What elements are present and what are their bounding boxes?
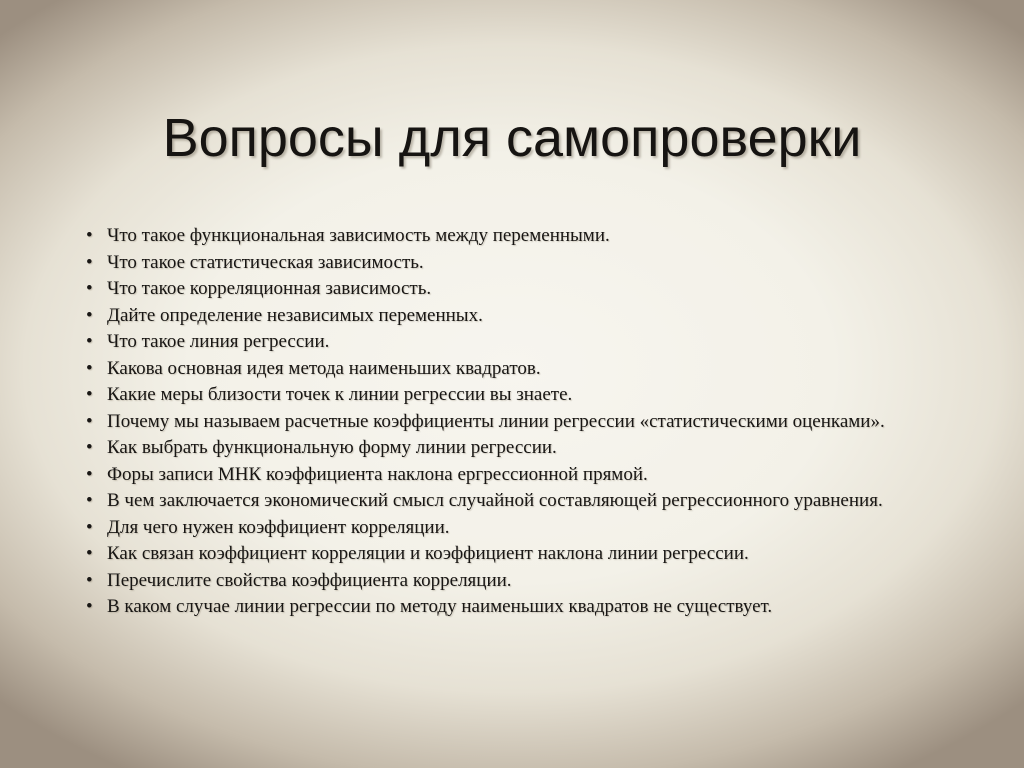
- list-item-text: Какие меры близости точек к линии регрессии вы знаете.: [107, 384, 573, 405]
- question-list: [86, 224, 924, 622]
- bullet: •: [86, 331, 93, 352]
- bullet: •: [86, 516, 93, 538]
- slide-title: Вопросы для самопроверки: [162, 108, 862, 168]
- list-item: [86, 569, 924, 593]
- bullet: •: [86, 596, 93, 617]
- list-item-text: Дайте определение независимых переменных.: [107, 304, 483, 326]
- list-item-text: Какова основная идея метода наименьших квадратов.: [107, 357, 541, 379]
- list-item: [86, 489, 924, 513]
- bullet: •: [86, 357, 93, 379]
- list-item: [86, 224, 924, 248]
- list-item-text: Как связан коэффициент корреляции и коэффициент наклона линии регрессии.: [107, 543, 749, 564]
- list-item: [86, 410, 924, 434]
- list-item: [86, 542, 924, 566]
- list-item-text: Почему мы называем расчетные коэффициенты линии регрессии «статистическими оценками».: [107, 410, 885, 432]
- bullet: •: [86, 251, 93, 273]
- list-item: [86, 383, 924, 407]
- bullet: •: [86, 225, 93, 246]
- list-item: [86, 463, 924, 487]
- list-item: [86, 251, 924, 275]
- bullet: •: [86, 490, 93, 511]
- list-item-text: Форы записи МНК коэффициента наклона ергрессионной прямой.: [107, 463, 648, 485]
- list-item-text: В чем заключается экономический смысл случайной составляющей регрессионного уравнения.: [107, 490, 883, 511]
- bullet: •: [86, 569, 93, 591]
- list-item: [86, 277, 924, 301]
- list-item: [86, 330, 924, 354]
- bullet: •: [86, 410, 93, 432]
- bullet: •: [86, 304, 93, 326]
- list-item: [86, 516, 924, 540]
- list-item-text: Что такое статистическая зависимость.: [107, 251, 424, 273]
- list-item-text: Что такое корреляционная зависимость.: [107, 278, 432, 299]
- list-item-text: Как выбрать функциональную форму линии регрессии.: [107, 437, 557, 458]
- bullet: •: [86, 278, 93, 299]
- list-item: [86, 357, 924, 381]
- list-item-text: Перечислите свойства коэффициента корреляции.: [107, 569, 512, 591]
- bullet: •: [86, 437, 93, 458]
- list-item-text: Что такое линия регрессии.: [107, 331, 330, 352]
- list-item: [86, 595, 924, 619]
- list-item-text: Для чего нужен коэффициент корреляции.: [107, 516, 450, 538]
- bullet: •: [86, 463, 93, 485]
- list-item-text: В каком случае линии регрессии по методу наименьших квадратов не существует.: [107, 596, 773, 617]
- bullet: •: [86, 543, 93, 564]
- list-item: [86, 436, 924, 460]
- list-item-text: Что такое функциональная зависимость между переменными.: [107, 225, 610, 246]
- list-item: [86, 304, 924, 328]
- bullet: •: [86, 384, 93, 405]
